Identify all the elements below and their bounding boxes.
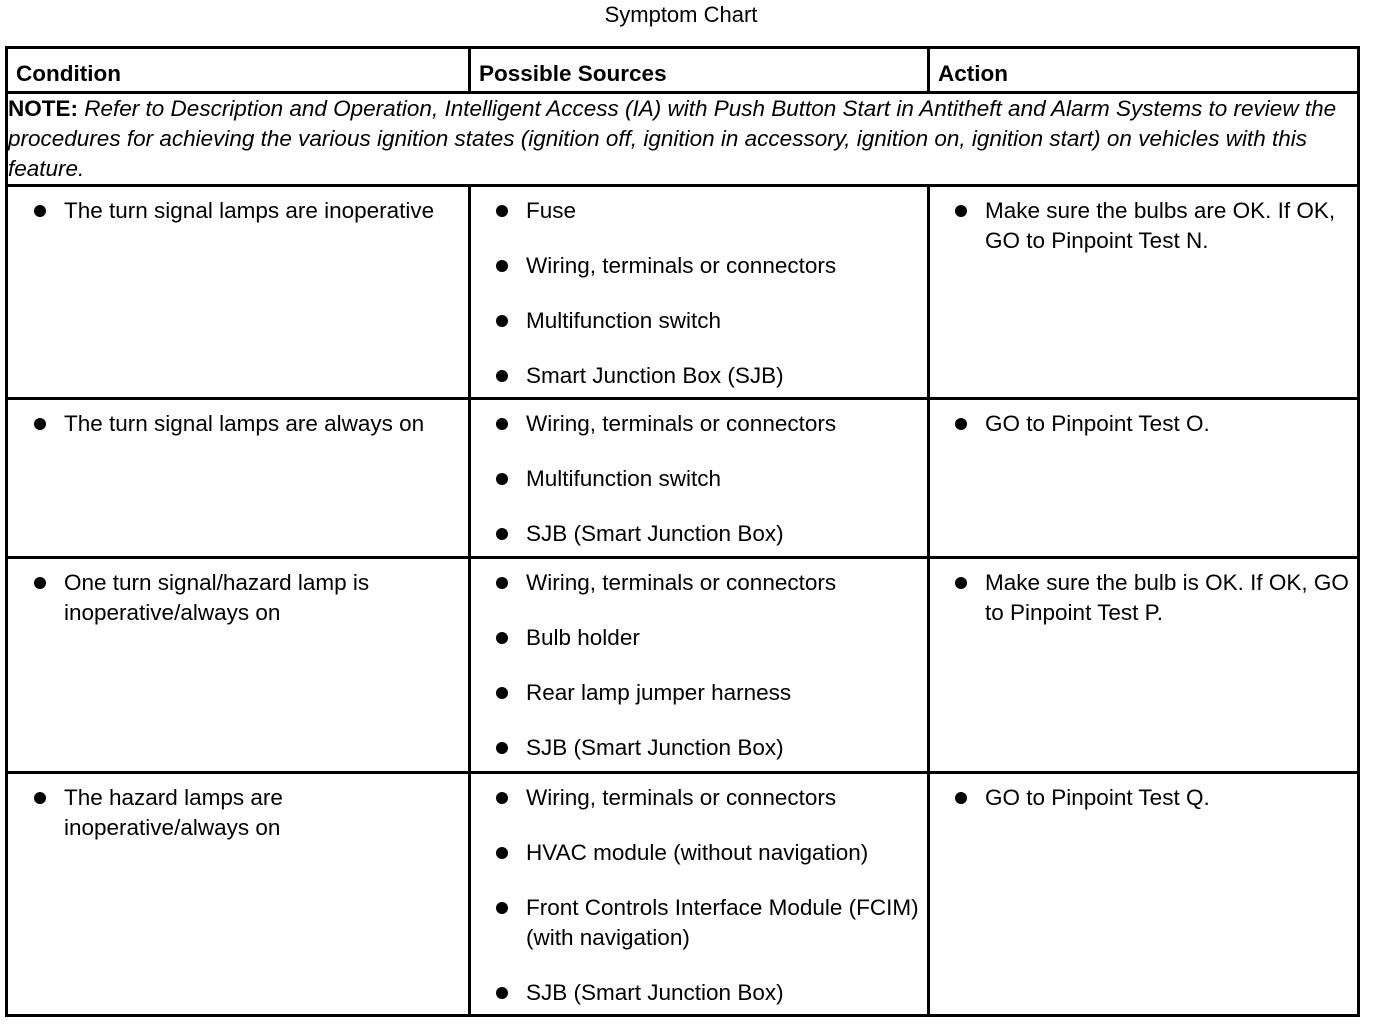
list-item: SJB (Smart Junction Box) — [471, 733, 921, 763]
list-item: GO to Pinpoint Test Q. — [930, 783, 1351, 813]
list-item: The turn signal lamps are always on — [8, 409, 462, 439]
table-header-row — [7, 48, 1359, 93]
list-item: SJB (Smart Junction Box) — [471, 519, 921, 549]
sources-cell — [470, 773, 929, 1016]
list-item: Multifunction switch — [471, 464, 921, 494]
condition-cell — [7, 399, 470, 558]
page-title: Symptom Chart — [604, 2, 758, 27]
header-action: Action — [929, 48, 1359, 93]
header-possible-sources: Possible Sources — [470, 48, 929, 93]
header-condition: Condition — [7, 48, 470, 93]
list-item: One turn signal/hazard lamp is inoperative/always on — [8, 568, 462, 628]
action-cell — [929, 186, 1359, 399]
symptom-table — [5, 46, 1360, 1017]
list-item: Wiring, terminals or connectors — [471, 409, 921, 439]
table-row — [7, 399, 1359, 558]
table-row — [7, 186, 1359, 399]
table-row — [7, 558, 1359, 773]
list-item: Make sure the bulbs are OK. If OK, GO to Pinpoint Test N. — [930, 196, 1351, 256]
list-item: Wiring, terminals or connectors — [471, 251, 921, 281]
list-item: Fuse — [471, 196, 921, 226]
note-label: NOTE: — [8, 96, 78, 121]
condition-cell — [7, 186, 470, 399]
list-item: Multifunction switch — [471, 306, 921, 336]
table-row — [7, 773, 1359, 1016]
sources-cell — [470, 186, 929, 399]
sources-cell — [470, 558, 929, 773]
list-item: SJB (Smart Junction Box) — [471, 978, 921, 1008]
list-item: Wiring, terminals or connectors — [471, 783, 921, 813]
list-item: Wiring, terminals or connectors — [471, 568, 921, 598]
sources-cell — [470, 399, 929, 558]
condition-cell — [7, 773, 470, 1016]
action-cell — [929, 558, 1359, 773]
action-cell — [929, 399, 1359, 558]
list-item: Bulb holder — [471, 623, 921, 653]
list-item: Front Controls Interface Module (FCIM) (with navigation) — [471, 893, 921, 953]
list-item: Rear lamp jumper harness — [471, 678, 921, 708]
list-item: GO to Pinpoint Test O. — [930, 409, 1351, 439]
note-text: Refer to Description and Operation, Intelligent Access (IA) with Push Button Start in Antitheft and Alarm Systems to review the procedures for achieving the various ignition states (ignition off, ignition in accessory, ignition on, ignition start) on vehicles with this feature. — [8, 96, 1337, 181]
action-cell — [929, 773, 1359, 1016]
note-row — [7, 93, 1359, 186]
condition-cell — [7, 558, 470, 773]
list-item: The turn signal lamps are inoperative — [8, 196, 462, 226]
list-item: Make sure the bulb is OK. If OK, GO to Pinpoint Test P. — [930, 568, 1351, 628]
list-item: Smart Junction Box (SJB) — [471, 361, 921, 391]
list-item: HVAC module (without navigation) — [471, 838, 921, 868]
note-cell — [7, 93, 1359, 186]
list-item: The hazard lamps are inoperative/always on — [8, 783, 462, 843]
